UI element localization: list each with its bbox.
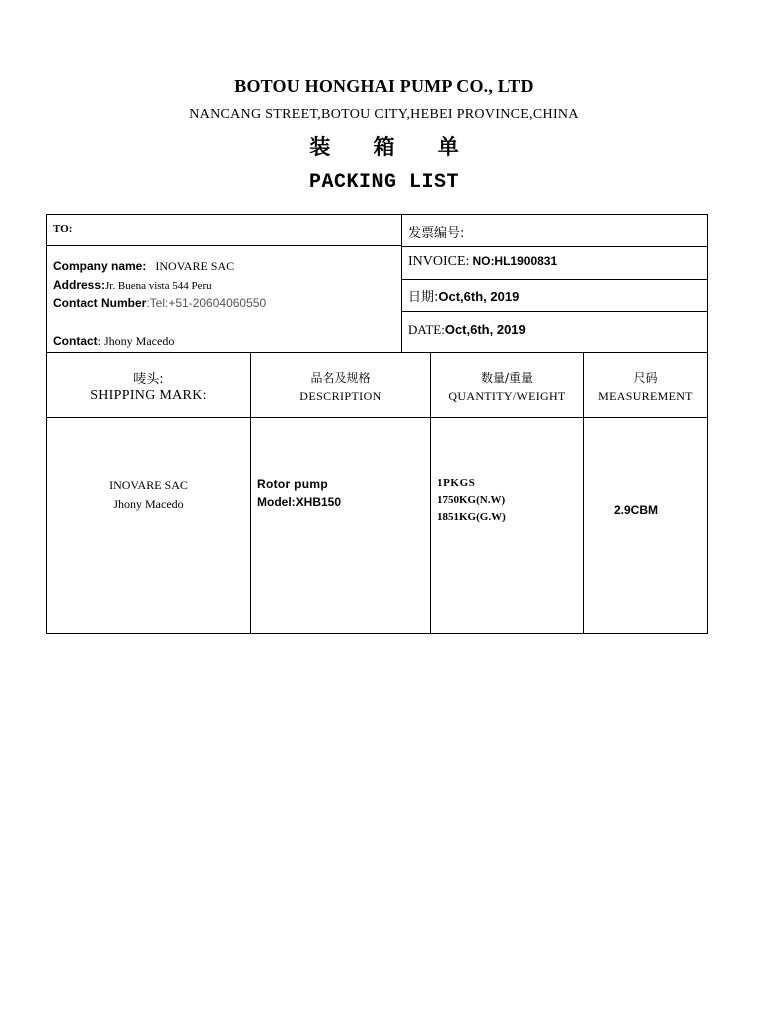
- to-label: TO:: [53, 223, 73, 235]
- document-title-cn: 装 箱 单: [309, 135, 477, 159]
- contact-label: Contact: [53, 334, 98, 348]
- column-header-measurement-cn: 尺码: [633, 371, 658, 385]
- divider-invoice-3: [401, 311, 707, 312]
- company-name-value: INOVARE SAC: [155, 259, 235, 273]
- column-header-measurement-en: MEASUREMENT: [598, 389, 693, 403]
- description-cell: [257, 477, 341, 509]
- date-label-en: DATE:: [408, 322, 445, 337]
- description-line-2: Model:XHB150: [257, 495, 342, 509]
- quantity-line-3: 1851KG(G.W): [437, 511, 506, 523]
- column-header-quantity: [431, 369, 583, 404]
- contact-line: [53, 334, 174, 349]
- address-line: [53, 278, 212, 293]
- date-label-cn: 日期:: [408, 290, 439, 305]
- contact-value: : Jhony Macedo: [97, 334, 175, 348]
- shipping-mark-line-2: Jhony Macedo: [113, 497, 184, 511]
- shipping-mark-cell: [47, 478, 250, 512]
- company-name-label: Company name:: [53, 259, 147, 273]
- divider-upper-mid: [401, 214, 402, 353]
- document-title-en: PACKING LIST: [308, 171, 460, 194]
- date-en-line: [408, 322, 526, 338]
- invoice-no-label-cn: 发票编号:: [408, 226, 465, 241]
- contact-number-value: :Tel:+51-20604060550: [146, 296, 267, 310]
- column-header-description: [251, 369, 430, 404]
- measurement-cell: 2.9CBM: [613, 503, 658, 517]
- column-header-quantity-en: QUANTITY/WEIGHT: [448, 389, 566, 403]
- column-header-shipping-mark-cn: 唛头:: [133, 372, 164, 387]
- divider-to-row: [46, 245, 401, 246]
- invoice-line: [408, 254, 557, 270]
- company-name-line: [53, 259, 234, 274]
- invoice-label: INVOICE:: [408, 254, 470, 269]
- table-border-left: [46, 214, 47, 634]
- shipping-mark-line-1: INOVARE SAC: [109, 478, 188, 492]
- table-border-right: [707, 214, 708, 634]
- date-cn-line: [408, 286, 519, 305]
- description-line-1: Rotor pump: [257, 477, 328, 491]
- invoice-value: NO:HL1900831: [472, 254, 558, 268]
- column-header-measurement: [584, 369, 707, 404]
- date-value-cn-row: Oct,6th, 2019: [438, 289, 520, 304]
- column-header-quantity-cn: 数量/重量: [480, 371, 534, 385]
- divider-column-header-top: [46, 352, 708, 353]
- quantity-line-2: 1750KG(N.W): [437, 494, 506, 506]
- divider-invoice-2: [401, 279, 707, 280]
- date-value-en-row: Oct,6th, 2019: [444, 322, 526, 337]
- address-value: Jr. Buena vista 544 Peru: [105, 280, 212, 292]
- column-header-description-en: DESCRIPTION: [299, 389, 382, 403]
- company-name-heading: BOTOU HONGHAI PUMP CO., LTD: [234, 76, 534, 96]
- column-header-description-cn: 品名及规格: [310, 371, 371, 385]
- divider-column-header-bottom: [46, 417, 708, 418]
- quantity-line-1: 1PKGS: [437, 477, 476, 489]
- column-header-shipping-mark-en: SHIPPING MARK:: [90, 388, 207, 403]
- address-label: Address:: [53, 278, 106, 292]
- table-border-top: [46, 214, 708, 215]
- contact-number-label: Contact Number: [53, 296, 147, 310]
- company-address: NANCANG STREET,BOTOU CITY,HEBEI PROVINCE,CHINA: [189, 107, 579, 122]
- column-header-shipping-mark: [47, 368, 250, 404]
- divider-invoice-1: [401, 246, 707, 247]
- contact-number-line: [53, 296, 266, 311]
- quantity-cell: [437, 477, 506, 523]
- table-border-bottom: [46, 633, 708, 634]
